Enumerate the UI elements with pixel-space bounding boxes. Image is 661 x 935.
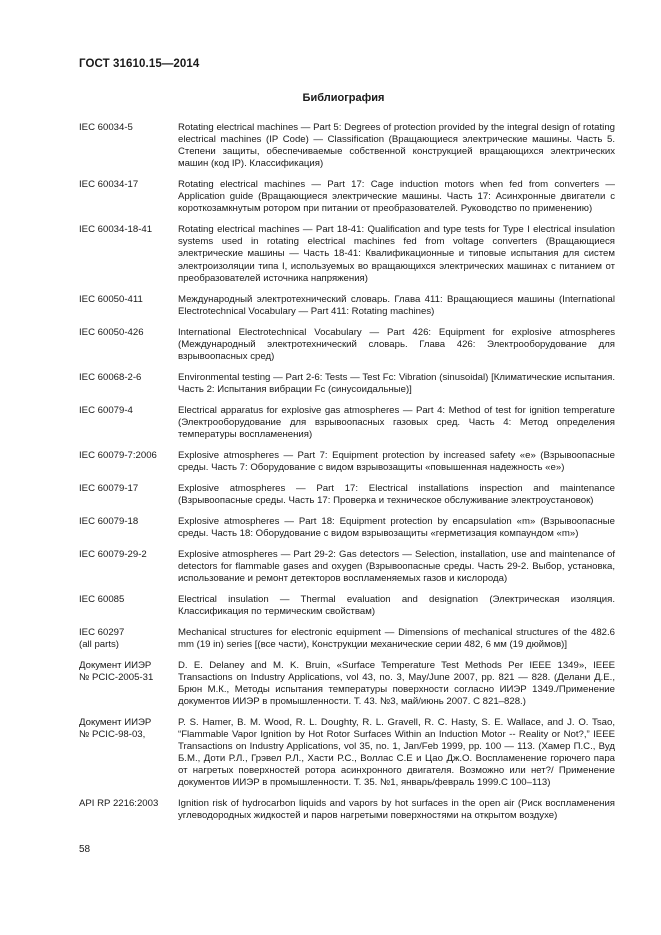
entry-description: Ignition risk of hydrocarbon liquids and vapors by hot surfaces in the open air (Риск воспламенения углеводородных жидкостей и паров нагретыми поверхностями на открытом воздухе) <box>178 798 615 822</box>
document-header: ГОСТ 31610.15—2014 <box>79 58 200 70</box>
bibliography-entry <box>79 627 615 651</box>
entry-code: IEC 60079-4 <box>79 404 133 416</box>
bibliography-entry <box>79 549 615 585</box>
entry-code: Документ ИИЭР № PCIC-2005-31 <box>79 659 154 683</box>
entry-code: IEC 60297 (all parts) <box>79 626 125 650</box>
bibliography-entry <box>79 294 615 318</box>
entry-code: IEC 60079-18 <box>79 515 139 527</box>
entry-description: International Electrotechnical Vocabulary — Part 426: Equipment for explosive atmospheres (Международный электротехнический словарь. Глава 426: Электрооборудование для взрывоопасных сред) <box>178 326 615 362</box>
entry-description: Explosive atmospheres — Part 29-2: Gas detectors — Selection, installation, use and maintenance of detectors for flammable gases and oxygen (Взрывоопасные среды. Часть 29-2. Выбор, установка, использование и ремонт детекторов воспламеняемых газов и кислорода) <box>178 548 615 584</box>
bibliography-entry <box>79 717 615 790</box>
entry-code: Документ ИИЭР № PCIC-98-03, <box>79 716 152 740</box>
section-title: Библиография <box>302 92 385 104</box>
entry-code: IEC 60034-17 <box>79 179 139 191</box>
entry-code: IEC 60079-29-2 <box>79 548 147 560</box>
bibliography-entry <box>79 798 615 822</box>
bibliography-list <box>79 122 615 831</box>
entry-description: Environmental testing — Part 2-6: Tests — Test Fc: Vibration (sinusoidal) [Климатические испытания. Часть 2: Испытания вибрации Fc (синусоидальные)] <box>178 371 615 395</box>
entry-description: Electrical apparatus for explosive gas atmospheres — Part 4: Method of test for ignition temperature (Электрооборудование для взрывоопасных газовых сред. Часть 4: Метод определения температуры воспламенения) <box>178 404 615 440</box>
entry-description: Rotating electrical machines — Part 17: Cage induction motors when fed from converters — Application guide (Вращающиеся электрические машины. Часть 17: Асинхронные двигатели с короткозамкнутым ротором при питании от преобразователей. Руководство по применению) <box>178 179 615 215</box>
entry-description: Rotating electrical machines — Part 18-41: Qualification and type tests for Type I electrical insulation systems used in rotating electrical machines fed from voltage converters (Вращающиеся электрические машины — Часть 18-41: Квалификационные и типовые испытания для систем электроизоляции типа I, используемых во вращающихся электрических машинах с питанием от преобразователей источника напряжения) <box>178 224 615 284</box>
bibliography-entry <box>79 594 615 618</box>
bibliography-entry <box>79 179 615 215</box>
entry-description: Rotating electrical machines — Part 5: Degrees of protection provided by the integral design of rotating electrical machines (IP Code) — Classification (Вращающиеся электрические машины. Часть 5. Степени защиты, обеспечиваемые собственной конструкцией вращающихся электрических машин (код IP). Классификация) <box>178 122 615 170</box>
entry-code: IEC 60034-18-41 <box>79 224 153 236</box>
entry-description: Mechanical structures for electronic equipment — Dimensions of mechanical structures of the 482.6 mm (19 in) series [(все части), Конструкции механические серии 482, 6 мм (19 дюймов)] <box>178 626 615 650</box>
bibliography-entry <box>79 122 615 170</box>
bibliography-entry <box>79 224 615 284</box>
entry-code: IEC 60079-7:2006 <box>79 449 157 461</box>
bibliography-entry <box>79 483 615 507</box>
bibliography-entry <box>79 516 615 540</box>
entry-code: API RP 2216:2003 <box>79 798 159 810</box>
bibliography-entry <box>79 327 615 363</box>
entry-description: Explosive atmospheres — Part 18: Equipment protection by encapsulation «m» (Взрывоопасные среды. Часть 18: Оборудование с видом взрывозащиты «герметизация компаундом «m») <box>178 515 615 539</box>
entry-code: IEC 60050-426 <box>79 326 144 338</box>
entry-description: P. S. Hamer, B. M. Wood, R. L. Doughty, R. L. Gravell, R. C. Hasty, S. E. Wallace, and J. O. Tsao, “Flammable Vapor Ignition by Hot Rotor Surfaces Within an Induction Motor -- Reality or Not?,” IEEE Transactions on Industry Applications, vol 35, no. 1, Jan/Feb 1999, pp. 100 — 113. (Хамер П.С., Вуд Б.М., Доти Р.Л., Грэвел Р.Л., Хасти Р.С., Воллас С.Е и Цао Дж.О. Воспламенение горючего пара от нагретых поверхностей ротора асинхронного двигателя. Возможно или нет?/ Применение документов ИИЭР в промышленности. Т. 35. №1, январь/февраль 1999.С 100–113) <box>178 716 615 789</box>
bibliography-entry <box>79 660 615 708</box>
entry-code: IEC 60079-17 <box>79 482 139 494</box>
entry-description: Explosive atmospheres — Part 17: Electrical installations inspection and maintenance (Взрывоопасные среды. Часть 17: Проверка и техническое обслуживание электроустановок) <box>178 482 615 506</box>
entry-description: Международный электротехнический словарь. Глава 411: Вращающиеся машины (International Electrotechnical Vocabulary — Part 411: Rotating machines) <box>178 293 615 317</box>
bibliography-entry <box>79 450 615 474</box>
entry-description: Electrical insulation — Thermal evaluation and designation (Электрическая изоляция. Классификация по термическим свойствам) <box>178 593 615 617</box>
entry-code: IEC 60068-2-6 <box>79 371 142 383</box>
entry-code: IEC 60085 <box>79 593 125 605</box>
entry-code: IEC 60034-5 <box>79 122 133 133</box>
bibliography-entry <box>79 372 615 396</box>
entry-description: D. E. Delaney and M. K. Bruin, «Surface Temperature Test Methods Per IEEE 1349», IEEE Transactions on Industry Applications, vol 43, no. 3, May/June 2007, pp. 821 — 828. (Делани Д.Е., Брюн М.К., Методы испытания температуры поверхности согласно ИИЭР 1349./Применение документов ИИЭР в промышленности. Т. 43. №3, май/июнь 2007. С 821–828.) <box>178 659 615 707</box>
entry-code: IEC 60050-411 <box>79 293 143 305</box>
entry-description: Explosive atmospheres — Part 7: Equipment protection by increased safety «e» (Взрывоопасные среды. Часть 7: Оборудование с видом взрывозащиты «повышенная надежность «e») <box>178 449 615 473</box>
bibliography-entry <box>79 405 615 441</box>
page-number: 58 <box>79 844 91 855</box>
